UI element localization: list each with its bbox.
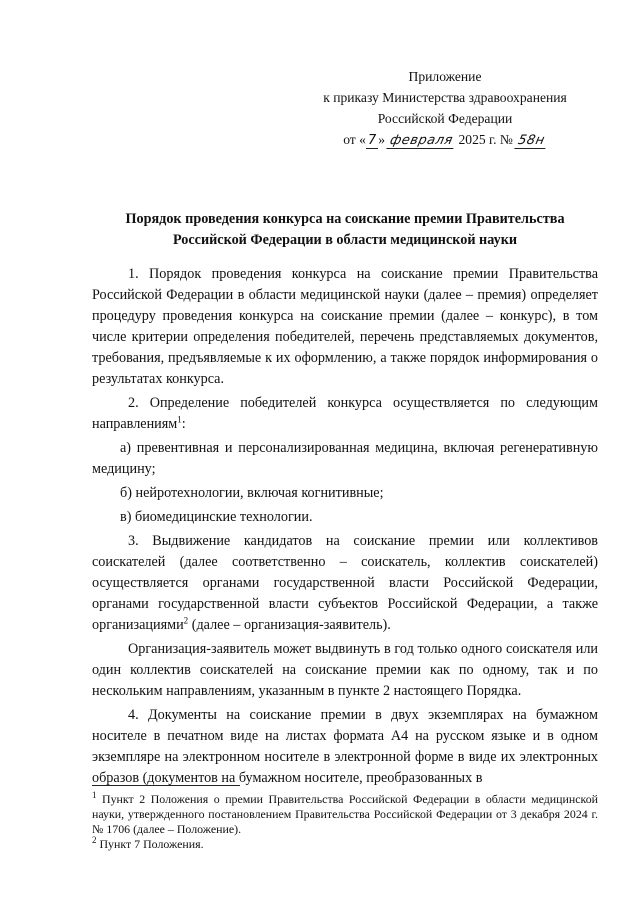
paragraph-2-text: 2. Определение победителей конкурса осуществляется по следующим направлениям — [92, 395, 598, 432]
date-mid: » — [378, 132, 386, 147]
appendix-date-line — [300, 129, 590, 150]
date-prefix: от « — [343, 132, 366, 147]
footnote-2 — [92, 837, 598, 852]
footnote-2-text: Пункт 7 Положения. — [96, 837, 204, 851]
list-item-a: а) превентивная и персонализированная медицина, включая регенеративную медицину; — [92, 440, 598, 477]
footnote-1-mark: 1 — [92, 790, 97, 801]
paragraph-3-end: (далее – организация-заявитель). — [188, 617, 391, 633]
footnote-ref-1: 1 — [177, 414, 182, 425]
footnote-1 — [92, 792, 598, 837]
date-day: 7 — [367, 133, 377, 148]
order-number: 58н — [515, 133, 549, 149]
footnote-ref-2: 2 — [183, 615, 189, 626]
paragraph-2 — [92, 393, 598, 435]
appendix-title: Приложение — [408, 69, 482, 84]
paragraph-5: 4. Документы на соискание премии в двух экземплярах на бумажном носителе в печатном виде на листах формата А4 на русском языке и в одном экземпляре на электронном носителе в электронной форме в виде их электронных образов (документов на бумажном носителе, преобразованных в — [92, 707, 598, 786]
list-item-c: в) биомедицинские технологии. — [120, 509, 313, 525]
document-body — [92, 264, 598, 789]
paragraph-3-text: 3. Выдвижение кандидатов на соискание премии или коллективов соискателей (далее соответственно – соискатель, коллектив соискателей) осуществляется органами государственной власти Российской Федерации, органами государственной власти субъектов Российской Федерации, а также организациями — [92, 533, 598, 633]
appendix-order-ref: к приказу Министерства здравоохранения — [323, 90, 567, 105]
document-title — [92, 209, 598, 251]
paragraph-2-end: : — [181, 416, 186, 432]
title-line-2: Российской Федерации в области медицинской науки — [172, 232, 518, 248]
paragraph-1: 1. Порядок проведения конкурса на соискание премии Правительства Российской Федерации в области медицинской науки (далее – премия) определяет процедуру проведения конкурса на соискание премии (далее – конкурс), в том числе критерии определения победителей, перечень представляемых документов, требования, предъявляемые к их оформлению, а также порядок информирования о результатах конкурса. — [92, 266, 598, 387]
list-item-b: б) нейротехнологии, включая когнитивные; — [120, 485, 384, 501]
paragraph-3 — [92, 531, 598, 636]
date-year-suffix: г. № — [485, 132, 517, 147]
footnotes — [92, 792, 598, 852]
appendix-header — [300, 66, 590, 150]
footnote-1-text: Пункт 2 Положения о премии Правительства Российской Федерации в области медицинской науки, утвержденного постановлением Правительства Российской Федерации от 3 декабря 2024 г. № 1706 (далее – Положение). — [92, 792, 598, 836]
footnote-divider — [92, 785, 240, 786]
date-year: 2025 — [458, 132, 486, 147]
footnote-2-mark: 2 — [92, 835, 97, 846]
paragraph-4: Организация-заявитель может выдвинуть в год только одного соискателя или один коллектив соискателей на соискание премии как по одному, так и по нескольким направлениям, указанным в пункте 2 настоящего Порядка. — [92, 641, 598, 699]
title-line-1: Порядок проведения конкурса на соискание премии Правительства — [125, 211, 565, 227]
date-month: февраля — [387, 133, 457, 149]
appendix-ministry: Российской Федерации — [377, 111, 513, 126]
